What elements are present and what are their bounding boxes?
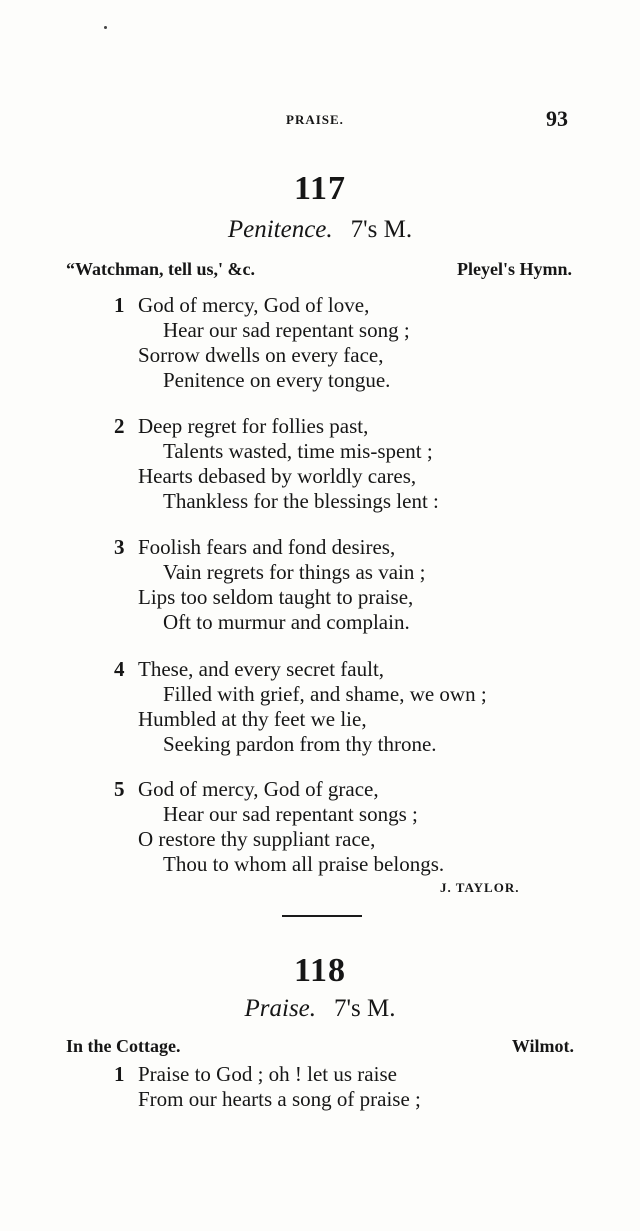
- verse-line: Lips too seldom taught to praise,: [138, 585, 414, 609]
- verse-line: Hearts debased by worldly cares,: [138, 464, 417, 488]
- hymn-author: J. TAYLOR.: [440, 880, 520, 895]
- tune-line: [66, 1036, 574, 1060]
- hymn-meter: 7's M.: [350, 216, 413, 243]
- verse-line: Vain regrets for things as vain ;: [163, 560, 426, 584]
- verse-line: Penitence on every tongue.: [163, 368, 391, 392]
- verse-line: Oft to murmur and complain.: [163, 610, 410, 634]
- hymn-topic: Penitence.: [227, 216, 333, 243]
- stanza-number: 1: [114, 293, 125, 317]
- running-title: PRAISE.: [286, 112, 344, 127]
- stanza-number: 3: [114, 535, 125, 559]
- verse-line: Filled with grief, and shame, we own ;: [163, 682, 487, 706]
- verse-line: God of mercy, God of love,: [138, 293, 370, 317]
- verse-line: From our hearts a song of praise ;: [138, 1087, 421, 1111]
- verse-line: Praise to God ; oh ! let us raise: [138, 1062, 397, 1086]
- hymn-meter: 7's M.: [334, 995, 396, 1022]
- verse-line: God of mercy, God of grace,: [138, 777, 379, 801]
- hymn-subtitle: [0, 216, 640, 244]
- stanza-number: 2: [114, 414, 125, 438]
- verse-line: Hear our sad repentant songs ;: [163, 802, 418, 826]
- stanza-number: 4: [114, 657, 125, 681]
- verse-line: Sorrow dwells on every face,: [138, 343, 384, 367]
- stanza-number: 1: [114, 1062, 125, 1086]
- page-number: 93: [546, 106, 568, 131]
- ink-speck: [104, 26, 107, 29]
- verse-line: These, and every secret fault,: [138, 657, 385, 681]
- verse-line: Talents wasted, time mis-spent ;: [163, 439, 433, 463]
- tune-name: Pleyel's Hymn.: [457, 259, 572, 279]
- running-head: [0, 106, 640, 136]
- hymn-number: 117: [293, 170, 347, 207]
- verse-line: O restore thy suppliant race,: [138, 827, 376, 851]
- first-line-reference: In the Cottage.: [66, 1036, 181, 1056]
- verse-line: Humbled at thy feet we lie,: [138, 707, 367, 731]
- verse-line: Thou to whom all praise belongs.: [163, 852, 445, 876]
- verse-line: Thankless for the blessings lent :: [163, 489, 439, 513]
- hymn-number: 118: [293, 952, 347, 989]
- section-divider: [282, 915, 362, 917]
- hymn-topic: Praise.: [244, 995, 317, 1022]
- tune-line: [66, 259, 572, 283]
- tune-name: Wilmot.: [511, 1036, 574, 1056]
- hymn-subtitle: [0, 995, 640, 1023]
- verse-line: Seeking pardon from thy throne.: [163, 732, 437, 756]
- stanza-number: 5: [114, 777, 125, 801]
- verse-line: Hear our sad repentant song ;: [163, 318, 410, 342]
- first-line-reference: “Watchman, tell us,' &c.: [66, 259, 255, 279]
- verse-line: Foolish fears and fond desires,: [138, 535, 396, 559]
- verse-line: Deep regret for follies past,: [138, 414, 369, 438]
